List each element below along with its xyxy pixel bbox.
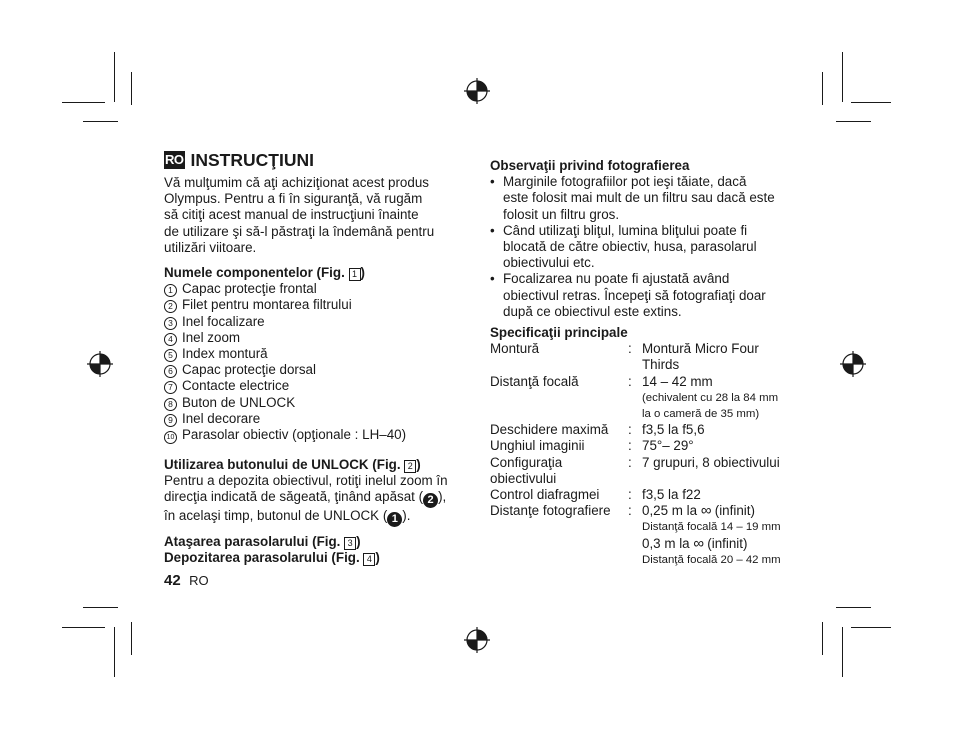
crop-mark — [842, 627, 843, 677]
footer-lang: RO — [189, 573, 209, 588]
item-number: 6 — [164, 365, 177, 378]
item-number: 8 — [164, 398, 177, 411]
page-number: 42 — [164, 572, 181, 589]
spec-row: Deschidere maximă : f3,5 la f5,6 — [490, 422, 705, 438]
crop-mark — [114, 52, 115, 102]
spec-row: Control diafragmei : f3,5 la f22 — [490, 487, 701, 503]
list-item: • Când utilizaţi bliţul, lumina bliţului poate fi blocată de către obiectiv, husa, parasolarul obiectivului etc. — [490, 222, 757, 271]
figure-number: 2 — [404, 460, 416, 473]
crop-mark — [131, 72, 132, 105]
component-item: 5 Index montură — [164, 346, 464, 362]
marker-icon: 1 — [387, 512, 402, 527]
observations-heading: Observaţii privind fotografierea — [490, 158, 690, 173]
spec-row: Distanţe fotografiere : 0,25 m la ∞ (infinit) Distanţă focală 14 – 19 mm 0,3 m la ∞ (infinit) Distanţă focală 20 – 42 mm — [490, 502, 781, 566]
spec-row: Unghiul imaginii : 75°– 29° — [490, 438, 694, 454]
page-footer — [164, 572, 209, 590]
item-number: 10 — [164, 431, 177, 444]
crop-mark — [836, 121, 871, 122]
unlock-section — [164, 457, 469, 527]
title-text: INSTRUCŢIUNI — [190, 150, 314, 170]
crop-mark — [851, 627, 891, 628]
figure-number: 4 — [363, 553, 375, 566]
unlock-line: în acelaşi timp, butonul de UNLOCK ( 1 ). — [164, 508, 411, 526]
item-number: 3 — [164, 317, 177, 330]
specs-heading: Specificaţii principale — [490, 325, 628, 340]
spec-row: Configuraţia obiectivului : 7 grupuri, 8 obiectivului — [490, 454, 780, 486]
components-heading: Numele componentelor (Fig. 1 ) — [164, 265, 365, 280]
hood-store-heading: Depozitarea parasolarului (Fig. 4 ) — [164, 550, 380, 566]
item-number: 4 — [164, 333, 177, 346]
intro-line: să citiţi acest manual de instrucţiuni înainte — [164, 207, 419, 223]
components-section — [164, 265, 464, 444]
unlock-heading: Utilizarea butonului de UNLOCK (Fig. 2 ) — [164, 457, 421, 472]
item-number: 7 — [164, 381, 177, 394]
item-number: 1 — [164, 284, 177, 297]
infinity-icon: ∞ — [700, 502, 712, 520]
crop-mark — [83, 607, 118, 608]
page-title — [164, 150, 314, 170]
crop-mark — [842, 52, 843, 102]
list-item: • Marginile fotografiilor pot ieşi tăiate, dacă este folosit mai mult de un filtru sau dacă este folosit un filtru gros. — [490, 174, 775, 222]
crop-mark — [131, 622, 132, 655]
registration-mark-icon — [86, 350, 114, 378]
crop-mark — [114, 627, 115, 677]
spec-row: Montură : Montură Micro Four Thirds — [490, 341, 759, 373]
intro-line: Vă mulţumim că aţi achiziţionat acest produs — [164, 175, 429, 190]
specs-section — [490, 325, 795, 568]
crop-mark — [822, 622, 823, 655]
component-item: 7 Contacte electrice — [164, 378, 464, 394]
intro-paragraph — [164, 175, 464, 256]
figure-number: 1 — [349, 268, 361, 281]
language-badge: RO — [165, 152, 184, 167]
intro-line: de utilizare şi să-l păstraţi la îndemână pentru — [164, 223, 435, 239]
item-number: 5 — [164, 349, 177, 362]
figure-number: 3 — [344, 537, 356, 550]
registration-mark-icon — [839, 350, 867, 378]
crop-mark — [822, 72, 823, 105]
crop-mark — [851, 102, 891, 103]
spec-row: Distanţă focală : 14 – 42 mm (echivalent cu 28 la 84 mm la o cameră de 35 mm) — [490, 373, 779, 421]
component-item: 8 Buton de UNLOCK — [164, 395, 464, 411]
item-number: 9 — [164, 414, 177, 427]
component-item: 3 Inel focalizare — [164, 314, 464, 330]
registration-mark-icon — [463, 626, 491, 654]
item-number: 2 — [164, 300, 177, 313]
crop-mark — [83, 121, 118, 122]
intro-line: utilizări viitoare. — [164, 239, 257, 255]
component-item: 4 Inel zoom — [164, 330, 464, 346]
component-item: 1 Capac protecţie frontal — [164, 281, 464, 297]
crop-mark — [62, 627, 105, 628]
unlock-line: Pentru a depozita obiectivul, rotiţi inelul zoom în — [164, 473, 448, 489]
unlock-line: direcţia indicată de săgeată, ţinând apăsat ( 2 ), — [164, 489, 447, 507]
hood-attach-heading: Ataşarea parasolarului (Fig. 3 ) — [164, 534, 361, 549]
list-item: • Focalizarea nu poate fi ajustată având obiectivul retras. Începeţi să fotografiaţi doar după ce obiectivul este extins. — [490, 271, 766, 319]
infinity-icon: ∞ — [693, 534, 704, 552]
hood-section — [164, 534, 464, 566]
component-item: 9 Inel decorare — [164, 411, 464, 427]
crop-mark — [836, 607, 871, 608]
intro-line: Olympus. Pentru a fi în siguranţă, vă rugăm — [164, 191, 423, 207]
observations-section — [490, 158, 795, 320]
component-item: 2 Filet pentru montarea filtrului — [164, 297, 464, 313]
component-item: 6 Capac protecţie dorsal — [164, 362, 464, 378]
crop-mark — [62, 102, 105, 103]
component-item: 10 Parasolar obiectiv (opţionale : LH–40) — [164, 427, 464, 444]
registration-mark-icon — [463, 77, 491, 105]
marker-icon: 2 — [423, 493, 438, 508]
